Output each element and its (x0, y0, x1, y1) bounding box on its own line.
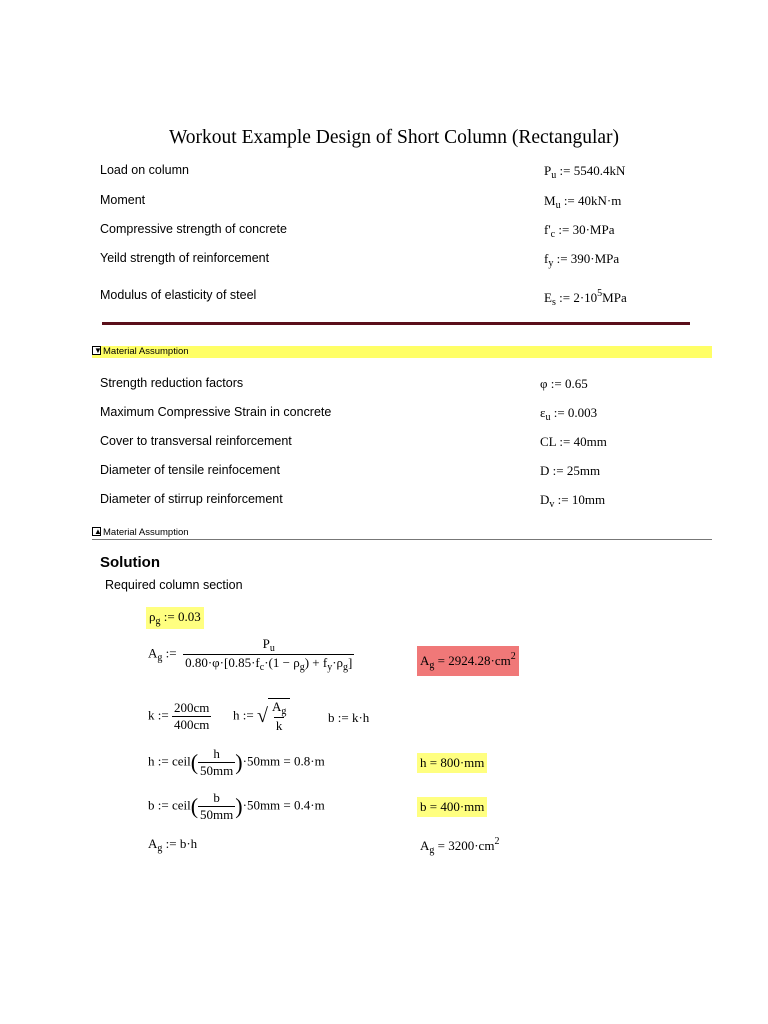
b-ceil-formula[interactable]: b := ceil( $\frac{b}{50mm}$ )·50mm = 0.4·m (148, 790, 325, 822)
assump-eq-dv[interactable]: $D_v$ := 10mm (540, 492, 606, 510)
assump-label-cl: Cover to transversal reinforcement (100, 434, 292, 448)
input-eq-es[interactable]: $E_s$ := $2\cdot 10^5MPa$ (544, 288, 627, 308)
assump-label-phi: Strength reduction factors (100, 376, 244, 390)
h-result[interactable]: h = 800·mm (417, 753, 487, 773)
input-label-load: Load on column (100, 163, 189, 177)
b-definition[interactable]: b := k·h (328, 710, 370, 725)
collapse-icon[interactable]: ▼ (94, 346, 102, 355)
k-definition[interactable]: k := $\frac{200cm}{400cm}$ (148, 700, 210, 732)
input-eq-fc[interactable]: $f'_c$ := 30·MPa (544, 222, 615, 240)
input-label-fy: Yeild strength of reinforcement (100, 251, 270, 265)
ag-provided-definition[interactable]: $A_g$ := b·h (148, 836, 198, 854)
input-eq-fy[interactable]: $f_y$ := 390·MPa (544, 251, 620, 269)
solution-heading: Solution (100, 554, 160, 571)
h-sqrt-definition[interactable]: h := √ $\frac{A_g}{k}$ (233, 698, 290, 734)
input-eq-load[interactable]: $P_u$ := 5540.4kN (544, 163, 626, 181)
section-divider (102, 322, 690, 325)
region-label: Material Assumption (103, 346, 189, 357)
input-label-moment: Moment (100, 193, 146, 207)
assump-label-d: Diameter of tensile reinfocement (100, 463, 280, 477)
assump-eq-phi[interactable]: φ := 0.65 (540, 376, 588, 391)
input-eq-moment[interactable]: $M_u$ := 40kN·m (544, 193, 622, 211)
ag-provided-result[interactable]: $A_g = 3200\cdot cm^2$ (420, 836, 500, 856)
expand-icon[interactable]: ▲ (94, 527, 102, 536)
solution-subheading: Required column section (105, 578, 243, 592)
b-result[interactable]: b = 400·mm (417, 797, 487, 817)
page-title: Workout Example Design of Short Column (Rectangular) (168, 127, 620, 148)
assump-eq-eu[interactable]: $\varepsilon_u$ := 0.003 (540, 405, 598, 423)
region-label: Material Assumption (103, 527, 189, 538)
input-label-fc: Compressive strength of concrete (100, 222, 287, 236)
ag-required-result[interactable]: $A_g = 2924.28\cdot cm^2$ (417, 646, 519, 676)
ag-required-formula[interactable]: $A_g$ := $\frac{P_u}{0.80\cdot\varphi\cdot[0.85\cdot f_c\cdot(1 - \rho_g) + f_y\cdot\rho_g]}$ (148, 636, 353, 673)
region-end-material-assumption[interactable] (92, 527, 712, 540)
h-ceil-formula[interactable]: h := ceil( $\frac{h}{50mm}$ )·50mm = 0.8·m (148, 746, 325, 778)
assump-eq-d[interactable]: D := 25mm (540, 463, 601, 478)
assump-label-eu: Maximum Compressive Strain in concrete (100, 405, 332, 419)
input-label-es: Modulus of elasticity of steel (100, 288, 257, 302)
assump-label-dv: Diameter of stirrup reinforcement (100, 492, 283, 506)
region-start-material-assumption[interactable] (92, 346, 712, 358)
assump-eq-cl[interactable]: CL := 40mm (540, 434, 607, 449)
rho-g-definition[interactable]: $\rho_g$ := 0.03 (146, 607, 204, 629)
